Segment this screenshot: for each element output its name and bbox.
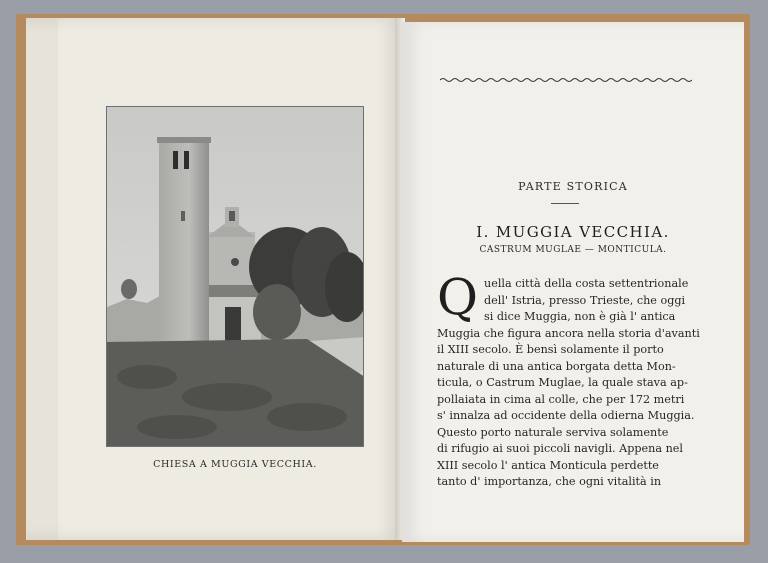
text-line: tanto d' importanza, che ogni vitalità in	[437, 475, 662, 488]
section-title: PARTE STORICA	[518, 180, 628, 193]
body-text	[437, 268, 700, 491]
rose-window	[231, 258, 239, 266]
church-door	[225, 307, 241, 342]
text-line: pollaiata in cima al colle, che per 172 metri	[437, 392, 685, 406]
text-line: il XIII secolo. È bensì solamente il porto	[437, 343, 664, 356]
title-rule	[551, 203, 579, 204]
tower-window-1	[173, 151, 178, 169]
bell-tower	[159, 139, 209, 342]
text-line: ticula, o Castrum Muglae, la quale stava ap-	[437, 376, 688, 389]
text-line: Muggia che figura ancora nella storia d'avanti	[437, 326, 700, 340]
text-line: naturale di una antica borgata detta Mon-	[437, 359, 676, 373]
text-line: dell' Istria, presso Trieste, che oggi	[484, 293, 686, 307]
text-line: uella città della costa settentrionale	[484, 277, 689, 290]
chapter-subtitle: CASTRUM MUGLAE — MONTICULA.	[479, 245, 667, 255]
text-line: di rifugio ai suoi piccoli navigli. Appena nel	[437, 442, 683, 455]
text-line: Questo porto naturale serviva solamente	[437, 425, 669, 439]
text-line: si dice Muggia, non è già l' antica	[484, 310, 676, 323]
text-line: s' innalza ad occidente della odierna Muggia.	[437, 409, 695, 422]
chapter-title: I. MUGGIA VECCHIA.	[476, 223, 670, 241]
plate-caption: CHIESA A MUGGIA VECCHIA.	[153, 459, 317, 470]
church-photograph	[106, 106, 364, 447]
drop-cap: Q	[437, 268, 478, 326]
text-line: XIII secolo l' antica Monticula perdette	[437, 458, 659, 472]
tower-window-2	[184, 151, 189, 169]
wavy-rule-ornament	[440, 75, 692, 85]
